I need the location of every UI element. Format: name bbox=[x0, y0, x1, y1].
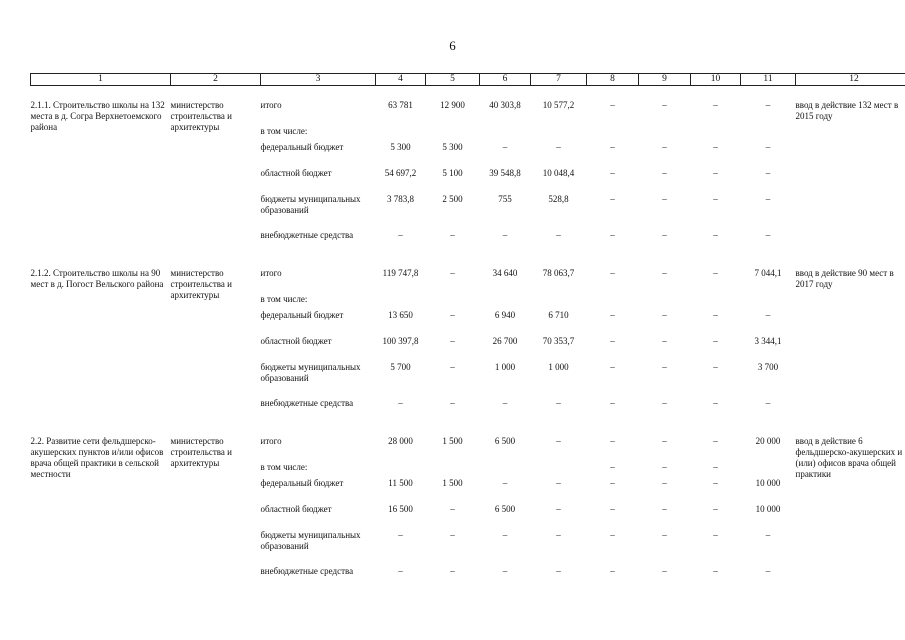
column-header: 7 bbox=[531, 74, 587, 86]
amount-cell: 26 700 bbox=[492, 336, 518, 346]
amount-cell: – bbox=[502, 478, 508, 488]
amount-cell: – bbox=[662, 310, 667, 320]
amount-cell: – bbox=[713, 142, 718, 152]
amount-cell: – bbox=[610, 504, 615, 514]
amount-cell: 12 900 bbox=[440, 100, 465, 110]
section-spacer bbox=[31, 86, 905, 99]
page-number: 6 bbox=[449, 38, 456, 53]
amount-cell: – bbox=[713, 362, 718, 372]
spacer-cell bbox=[31, 254, 905, 266]
amount-cell: – bbox=[662, 362, 667, 372]
amount-cell: – bbox=[556, 436, 561, 446]
amount-cell: – bbox=[556, 530, 561, 540]
spacer-cell bbox=[31, 422, 905, 434]
amount-cell: – bbox=[502, 230, 508, 240]
funding-source-cell: внебюджетные средства bbox=[260, 230, 354, 240]
amount-cell: – bbox=[662, 436, 667, 446]
amount-cell: – bbox=[662, 478, 667, 488]
amount-cell: – bbox=[662, 336, 667, 346]
amount-cell bbox=[426, 460, 480, 476]
amount-cell bbox=[426, 292, 480, 308]
amount-cell: – bbox=[556, 478, 561, 488]
section-spacer bbox=[31, 254, 905, 266]
amount-cell: – bbox=[450, 530, 455, 540]
column-header: 2 bbox=[171, 74, 261, 86]
amount-cell: – bbox=[662, 462, 667, 472]
amount-cell bbox=[480, 460, 531, 476]
amount-cell: 40 303,8 bbox=[489, 100, 521, 110]
amount-cell: 3 344,1 bbox=[754, 336, 782, 346]
funding-source-cell: итого bbox=[260, 268, 282, 278]
amount-cell: – bbox=[662, 398, 667, 408]
amount-cell: – bbox=[713, 168, 718, 178]
amount-cell: – bbox=[765, 100, 771, 110]
project-name-cell: 2.1.1. Строительство школы на 132 места в д. Согра Верхнетоемского района bbox=[30, 100, 165, 132]
column-header: 6 bbox=[480, 74, 531, 86]
amount-cell bbox=[376, 460, 426, 476]
amount-cell: – bbox=[450, 362, 455, 372]
amount-cell: – bbox=[398, 230, 403, 240]
amount-cell: – bbox=[610, 530, 615, 540]
amount-cell: 5 700 bbox=[390, 362, 411, 372]
amount-cell: 20 000 bbox=[755, 436, 781, 446]
amount-cell: – bbox=[713, 230, 718, 240]
amount-cell: – bbox=[610, 168, 615, 178]
amount-cell bbox=[531, 460, 587, 476]
amount-cell: – bbox=[662, 566, 667, 576]
amount-cell: – bbox=[662, 230, 667, 240]
amount-cell bbox=[480, 124, 531, 140]
amount-cell: 6 500 bbox=[494, 436, 516, 446]
amount-cell: – bbox=[713, 310, 718, 320]
amount-cell: – bbox=[610, 230, 615, 240]
funding-source-cell: областной бюджет bbox=[260, 336, 332, 346]
amount-cell: – bbox=[713, 462, 718, 472]
amount-cell: – bbox=[610, 462, 615, 472]
column-number-row bbox=[31, 74, 905, 86]
amount-cell: – bbox=[450, 566, 455, 576]
amount-cell: 2 500 bbox=[442, 194, 463, 204]
amount-cell bbox=[376, 124, 426, 140]
amount-cell: – bbox=[713, 530, 718, 540]
column-header: 5 bbox=[426, 74, 480, 86]
column-header: 8 bbox=[587, 74, 639, 86]
amount-cell: – bbox=[765, 530, 771, 540]
amount-cell: – bbox=[662, 142, 667, 152]
amount-cell: 3 700 bbox=[757, 362, 779, 372]
funding-source-cell: внебюджетные средства bbox=[260, 566, 354, 576]
amount-cell: 6 500 bbox=[494, 504, 516, 514]
amount-cell: – bbox=[556, 566, 561, 576]
amount-cell: 28 000 bbox=[388, 436, 413, 446]
amount-cell: – bbox=[450, 398, 455, 408]
amount-cell: – bbox=[662, 268, 667, 278]
funding-source-cell: бюджеты муниципальных образований bbox=[260, 194, 361, 215]
funding-source-cell: федеральный бюджет bbox=[260, 310, 344, 320]
amount-cell bbox=[587, 124, 639, 140]
amount-cell: – bbox=[556, 504, 561, 514]
executor-cell: министерство строительства и архитектуры bbox=[170, 268, 232, 300]
amount-cell: 78 063,7 bbox=[542, 268, 575, 278]
amount-cell bbox=[741, 460, 796, 476]
amount-cell: 5 100 bbox=[442, 168, 463, 178]
amount-cell: – bbox=[765, 566, 771, 576]
amount-cell: – bbox=[662, 194, 667, 204]
table-row bbox=[31, 434, 905, 460]
amount-cell: 6 940 bbox=[494, 310, 516, 320]
amount-cell: – bbox=[713, 194, 718, 204]
amount-cell: – bbox=[610, 362, 615, 372]
amount-cell bbox=[531, 124, 587, 140]
amount-cell: – bbox=[610, 142, 615, 152]
amount-cell: 63 781 bbox=[388, 100, 413, 110]
amount-cell: – bbox=[502, 398, 508, 408]
amount-cell bbox=[531, 292, 587, 308]
amount-cell: – bbox=[610, 268, 615, 278]
amount-cell: – bbox=[662, 168, 667, 178]
amount-cell: 5 300 bbox=[390, 142, 411, 152]
funding-source-cell: в том числе: bbox=[260, 462, 308, 472]
column-header: 10 bbox=[691, 74, 741, 86]
amount-cell: – bbox=[450, 268, 455, 278]
amount-cell: – bbox=[662, 530, 667, 540]
project-name-cell: 2.2. Развитие сети фельдшерско-акушерских пунктов и/или офисов врача общей практики в сельской местности bbox=[30, 436, 164, 479]
amount-cell: – bbox=[610, 478, 615, 488]
amount-cell: – bbox=[610, 194, 615, 204]
amount-cell: 11 500 bbox=[388, 478, 413, 488]
column-header: 12 bbox=[796, 74, 905, 86]
executor-cell: министерство строительства и архитектуры bbox=[170, 436, 232, 468]
funding-source-cell: в том числе: bbox=[260, 126, 308, 136]
column-header: 4 bbox=[376, 74, 426, 86]
funding-source-cell: бюджеты муниципальных образований bbox=[260, 362, 361, 383]
amount-cell: 13 650 bbox=[388, 310, 413, 320]
amount-cell: – bbox=[713, 100, 718, 110]
amount-cell: 10 000 bbox=[755, 504, 781, 514]
amount-cell: – bbox=[610, 398, 615, 408]
amount-cell: – bbox=[502, 566, 508, 576]
amount-cell bbox=[639, 292, 691, 308]
amount-cell: – bbox=[610, 566, 615, 576]
amount-cell: – bbox=[610, 310, 615, 320]
amount-cell bbox=[480, 292, 531, 308]
amount-cell: – bbox=[713, 398, 718, 408]
amount-cell bbox=[691, 292, 741, 308]
amount-cell: – bbox=[713, 336, 718, 346]
amount-cell: 1 500 bbox=[442, 478, 463, 488]
amount-cell: – bbox=[713, 504, 718, 514]
funding-source-cell: итого bbox=[260, 100, 282, 110]
amount-cell bbox=[639, 124, 691, 140]
amount-cell: 10 577,2 bbox=[542, 100, 575, 110]
funding-source-cell: итого bbox=[260, 436, 282, 446]
amount-cell: – bbox=[556, 230, 561, 240]
amount-cell: – bbox=[502, 530, 508, 540]
amount-cell: 39 548,8 bbox=[489, 168, 521, 178]
amount-cell: – bbox=[713, 268, 718, 278]
amount-cell bbox=[741, 124, 796, 140]
amount-cell: 10 000 bbox=[755, 478, 781, 488]
amount-cell: – bbox=[610, 336, 615, 346]
amount-cell bbox=[426, 124, 480, 140]
table-body bbox=[31, 86, 905, 591]
amount-cell: – bbox=[450, 504, 455, 514]
column-header: 11 bbox=[741, 74, 796, 86]
funding-source-cell: в том числе: bbox=[260, 294, 308, 304]
amount-cell: 5 300 bbox=[442, 142, 463, 152]
table-row bbox=[31, 266, 905, 292]
amount-cell: – bbox=[398, 530, 403, 540]
amount-cell: 54 697,2 bbox=[384, 168, 417, 178]
amount-cell: – bbox=[398, 566, 403, 576]
amount-cell: 6 710 bbox=[548, 310, 569, 320]
amount-cell: – bbox=[713, 436, 718, 446]
amount-cell: – bbox=[765, 194, 771, 204]
table-row bbox=[31, 98, 905, 124]
section-spacer bbox=[31, 422, 905, 434]
amount-cell: – bbox=[765, 142, 771, 152]
column-header: 9 bbox=[639, 74, 691, 86]
amount-cell: – bbox=[610, 100, 615, 110]
column-header: 3 bbox=[261, 74, 376, 86]
amount-cell: 1 000 bbox=[548, 362, 569, 372]
amount-cell bbox=[376, 292, 426, 308]
spacer-cell bbox=[31, 86, 905, 99]
amount-cell: – bbox=[556, 142, 561, 152]
funding-source-cell: федеральный бюджет bbox=[260, 478, 344, 488]
result-note-cell: ввод в действие 6 фельдшерско-акушерских и (или) офисов врача общей практики bbox=[795, 436, 903, 479]
amount-cell: – bbox=[765, 168, 771, 178]
amount-cell: 10 048,4 bbox=[542, 168, 575, 178]
amount-cell: – bbox=[398, 398, 403, 408]
amount-cell: – bbox=[450, 230, 455, 240]
amount-cell: – bbox=[450, 336, 455, 346]
amount-cell: – bbox=[765, 230, 771, 240]
amount-cell: 119 747,8 bbox=[382, 268, 419, 278]
amount-cell bbox=[691, 124, 741, 140]
amount-cell: 3 783,8 bbox=[387, 194, 414, 204]
funding-source-cell: областной бюджет bbox=[260, 504, 332, 514]
funding-source-cell: федеральный бюджет bbox=[260, 142, 344, 152]
amount-cell: – bbox=[765, 398, 771, 408]
amount-cell bbox=[741, 292, 796, 308]
amount-cell: 34 640 bbox=[492, 268, 518, 278]
column-header: 1 bbox=[31, 74, 171, 86]
amount-cell bbox=[587, 292, 639, 308]
amount-cell: 528,8 bbox=[548, 194, 569, 204]
amount-cell: – bbox=[765, 310, 771, 320]
result-note-cell: ввод в действие 90 мест в 2017 году bbox=[795, 268, 894, 289]
amount-cell: – bbox=[662, 100, 667, 110]
funding-source-cell: областной бюджет bbox=[260, 168, 332, 178]
amount-cell: 100 397,8 bbox=[382, 336, 419, 346]
executor-cell: министерство строительства и архитектуры bbox=[170, 100, 232, 132]
amount-cell: – bbox=[662, 504, 667, 514]
amount-cell: – bbox=[713, 478, 718, 488]
funding-source-cell: внебюджетные средства bbox=[260, 398, 354, 408]
amount-cell: – bbox=[610, 436, 615, 446]
amount-cell: 16 500 bbox=[388, 504, 413, 514]
funding-source-cell: бюджеты муниципальных образований bbox=[260, 530, 361, 551]
amount-cell: 7 044,1 bbox=[754, 268, 782, 278]
amount-cell: 755 bbox=[498, 194, 512, 204]
amount-cell: 1 500 bbox=[442, 436, 463, 446]
amount-cell: – bbox=[450, 310, 455, 320]
budget-table bbox=[30, 73, 905, 590]
amount-cell: 1 000 bbox=[494, 362, 516, 372]
result-note-cell: ввод в действие 132 мест в 2015 году bbox=[795, 100, 899, 121]
amount-cell: 70 353,7 bbox=[542, 336, 575, 346]
amount-cell: – bbox=[556, 398, 561, 408]
amount-cell: – bbox=[713, 566, 718, 576]
project-name-cell: 2.1.2. Строительство школы на 90 мест в д. Погост Вельского района bbox=[30, 268, 164, 289]
amount-cell: – bbox=[502, 142, 508, 152]
